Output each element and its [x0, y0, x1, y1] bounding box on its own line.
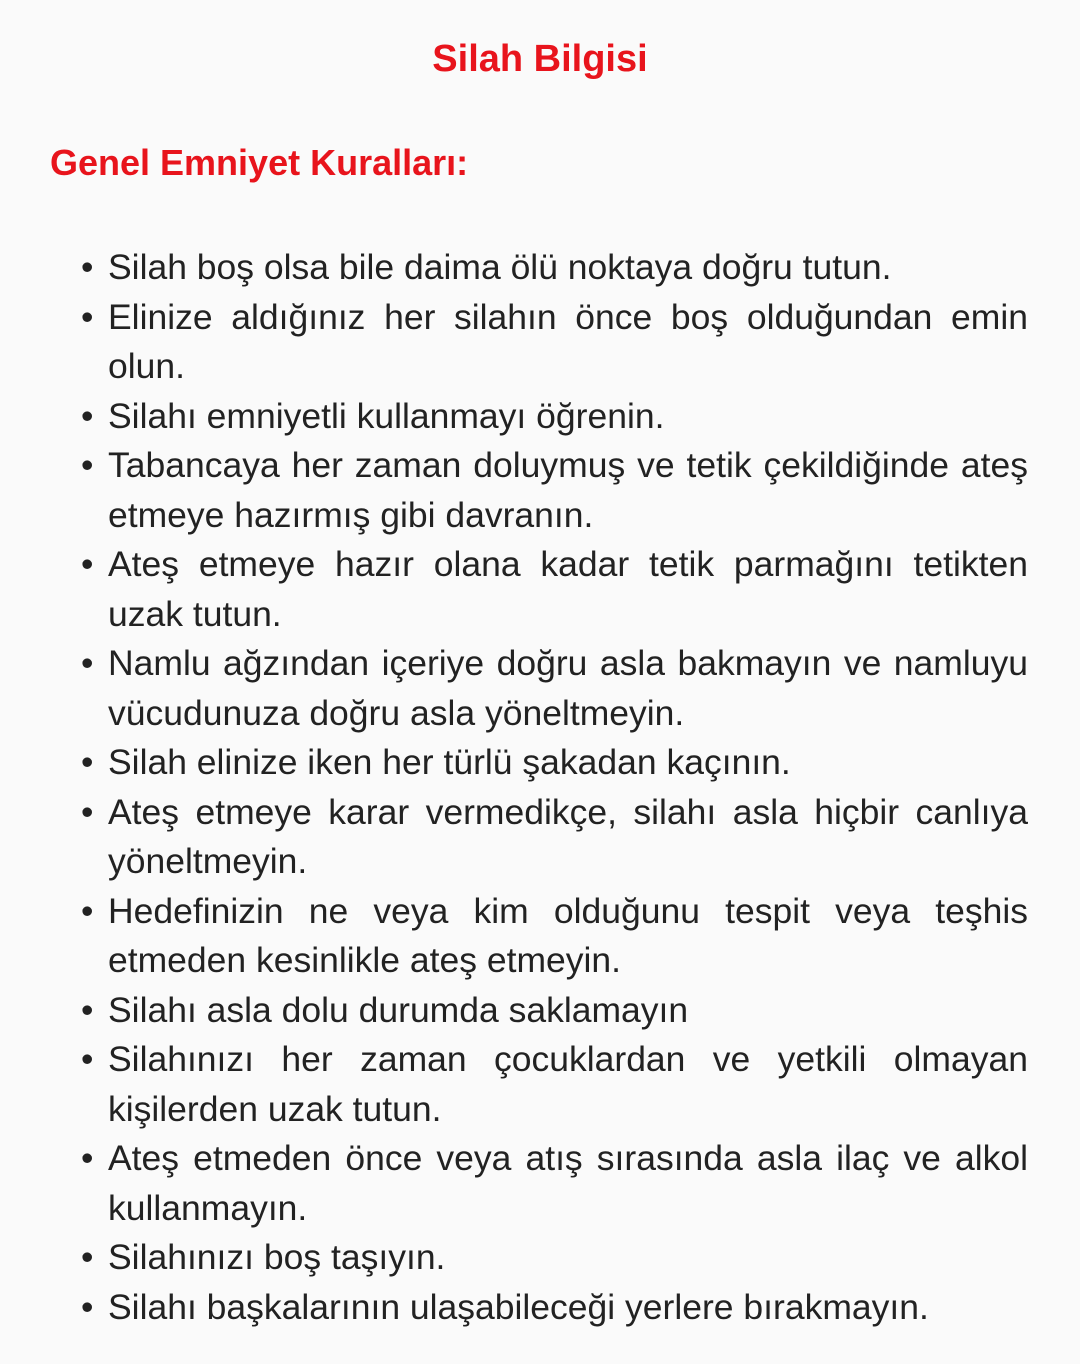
- bullet-icon: •: [81, 1138, 94, 1178]
- list-item-text: Namlu ağzından içeriye doğru asla bakmayın ve namluyu vücudunuza doğru asla yöneltmeyin.: [108, 643, 1028, 733]
- list-item-text: Tabancaya her zaman doluymuş ve tetik çekildiğinde ateş etmeye hazırmış gibi davranın.: [108, 445, 1028, 535]
- list-item-text: Ateş etmeden önce veya atış sırasında asla ilaç ve alkol kullanmayın.: [108, 1138, 1028, 1228]
- list-item: [78, 639, 1028, 738]
- bullet-icon: •: [81, 791, 94, 832]
- bullet-icon: •: [81, 296, 94, 337]
- list-item: [78, 293, 1028, 392]
- bullet-icon: •: [81, 989, 94, 1030]
- bullet-icon: •: [81, 643, 94, 683]
- list-item-text: Ateş etmeye karar vermedikçe, silahı asla hiçbir canlıya yöneltmeyin.: [108, 791, 1028, 881]
- list-item-text: Elinize aldığınız her silahın önce boş olduğundan emin olun.: [108, 296, 1028, 386]
- page-title: Silah Bilgisi: [432, 38, 648, 80]
- list-item-text: Silahı emniyetli kullanmayı öğrenin.: [108, 395, 665, 436]
- list-item-text: Silahınızı her zaman çocuklardan ve yetkili olmayan kişilerden uzak tutun.: [108, 1039, 1028, 1129]
- bullet-icon: •: [81, 1286, 94, 1327]
- list-item: [78, 788, 1028, 887]
- list-item: [78, 738, 1028, 788]
- list-item: [78, 887, 1028, 986]
- list-item-text: Silahı asla dolu durumda saklamayın: [108, 989, 689, 1030]
- list-item: [78, 540, 1028, 639]
- list-item: [78, 392, 1028, 442]
- list-item: [78, 1233, 1028, 1283]
- list-item: [78, 1035, 1028, 1134]
- bullet-icon: •: [81, 544, 94, 584]
- list-item: [78, 1283, 1028, 1333]
- list-item-text: Silah boş olsa bile daima ölü noktaya doğru tutun.: [108, 247, 892, 287]
- section-heading: Genel Emniyet Kuralları:: [50, 142, 469, 183]
- list-item-text: Hedefinizin ne veya kim olduğunu tespit veya teşhis etmeden kesinlikle ateş etmeyin.: [108, 890, 1028, 980]
- bullet-icon: •: [81, 247, 94, 287]
- bullet-icon: •: [81, 445, 94, 485]
- bullet-icon: •: [81, 742, 94, 782]
- list-item: [78, 243, 1028, 293]
- list-item-text: Ateş etmeye hazır olana kadar tetik parmağını tetikten uzak tutun.: [108, 544, 1028, 634]
- list-item-text: Silahınızı boş taşıyın.: [108, 1237, 446, 1277]
- list-item: [78, 1134, 1028, 1233]
- list-item-text: Silahı başkalarının ulaşabileceği yerlere bırakmayın.: [108, 1286, 929, 1327]
- list-item-text: Silah elinize iken her türlü şakadan kaçının.: [108, 742, 791, 782]
- list-item: [78, 441, 1028, 540]
- bullet-icon: •: [81, 1237, 94, 1277]
- bullet-icon: •: [81, 1039, 94, 1079]
- bullet-icon: •: [81, 395, 94, 436]
- bullet-icon: •: [81, 890, 94, 931]
- list-item: [78, 986, 1028, 1036]
- safety-rules-list: [78, 243, 1028, 1332]
